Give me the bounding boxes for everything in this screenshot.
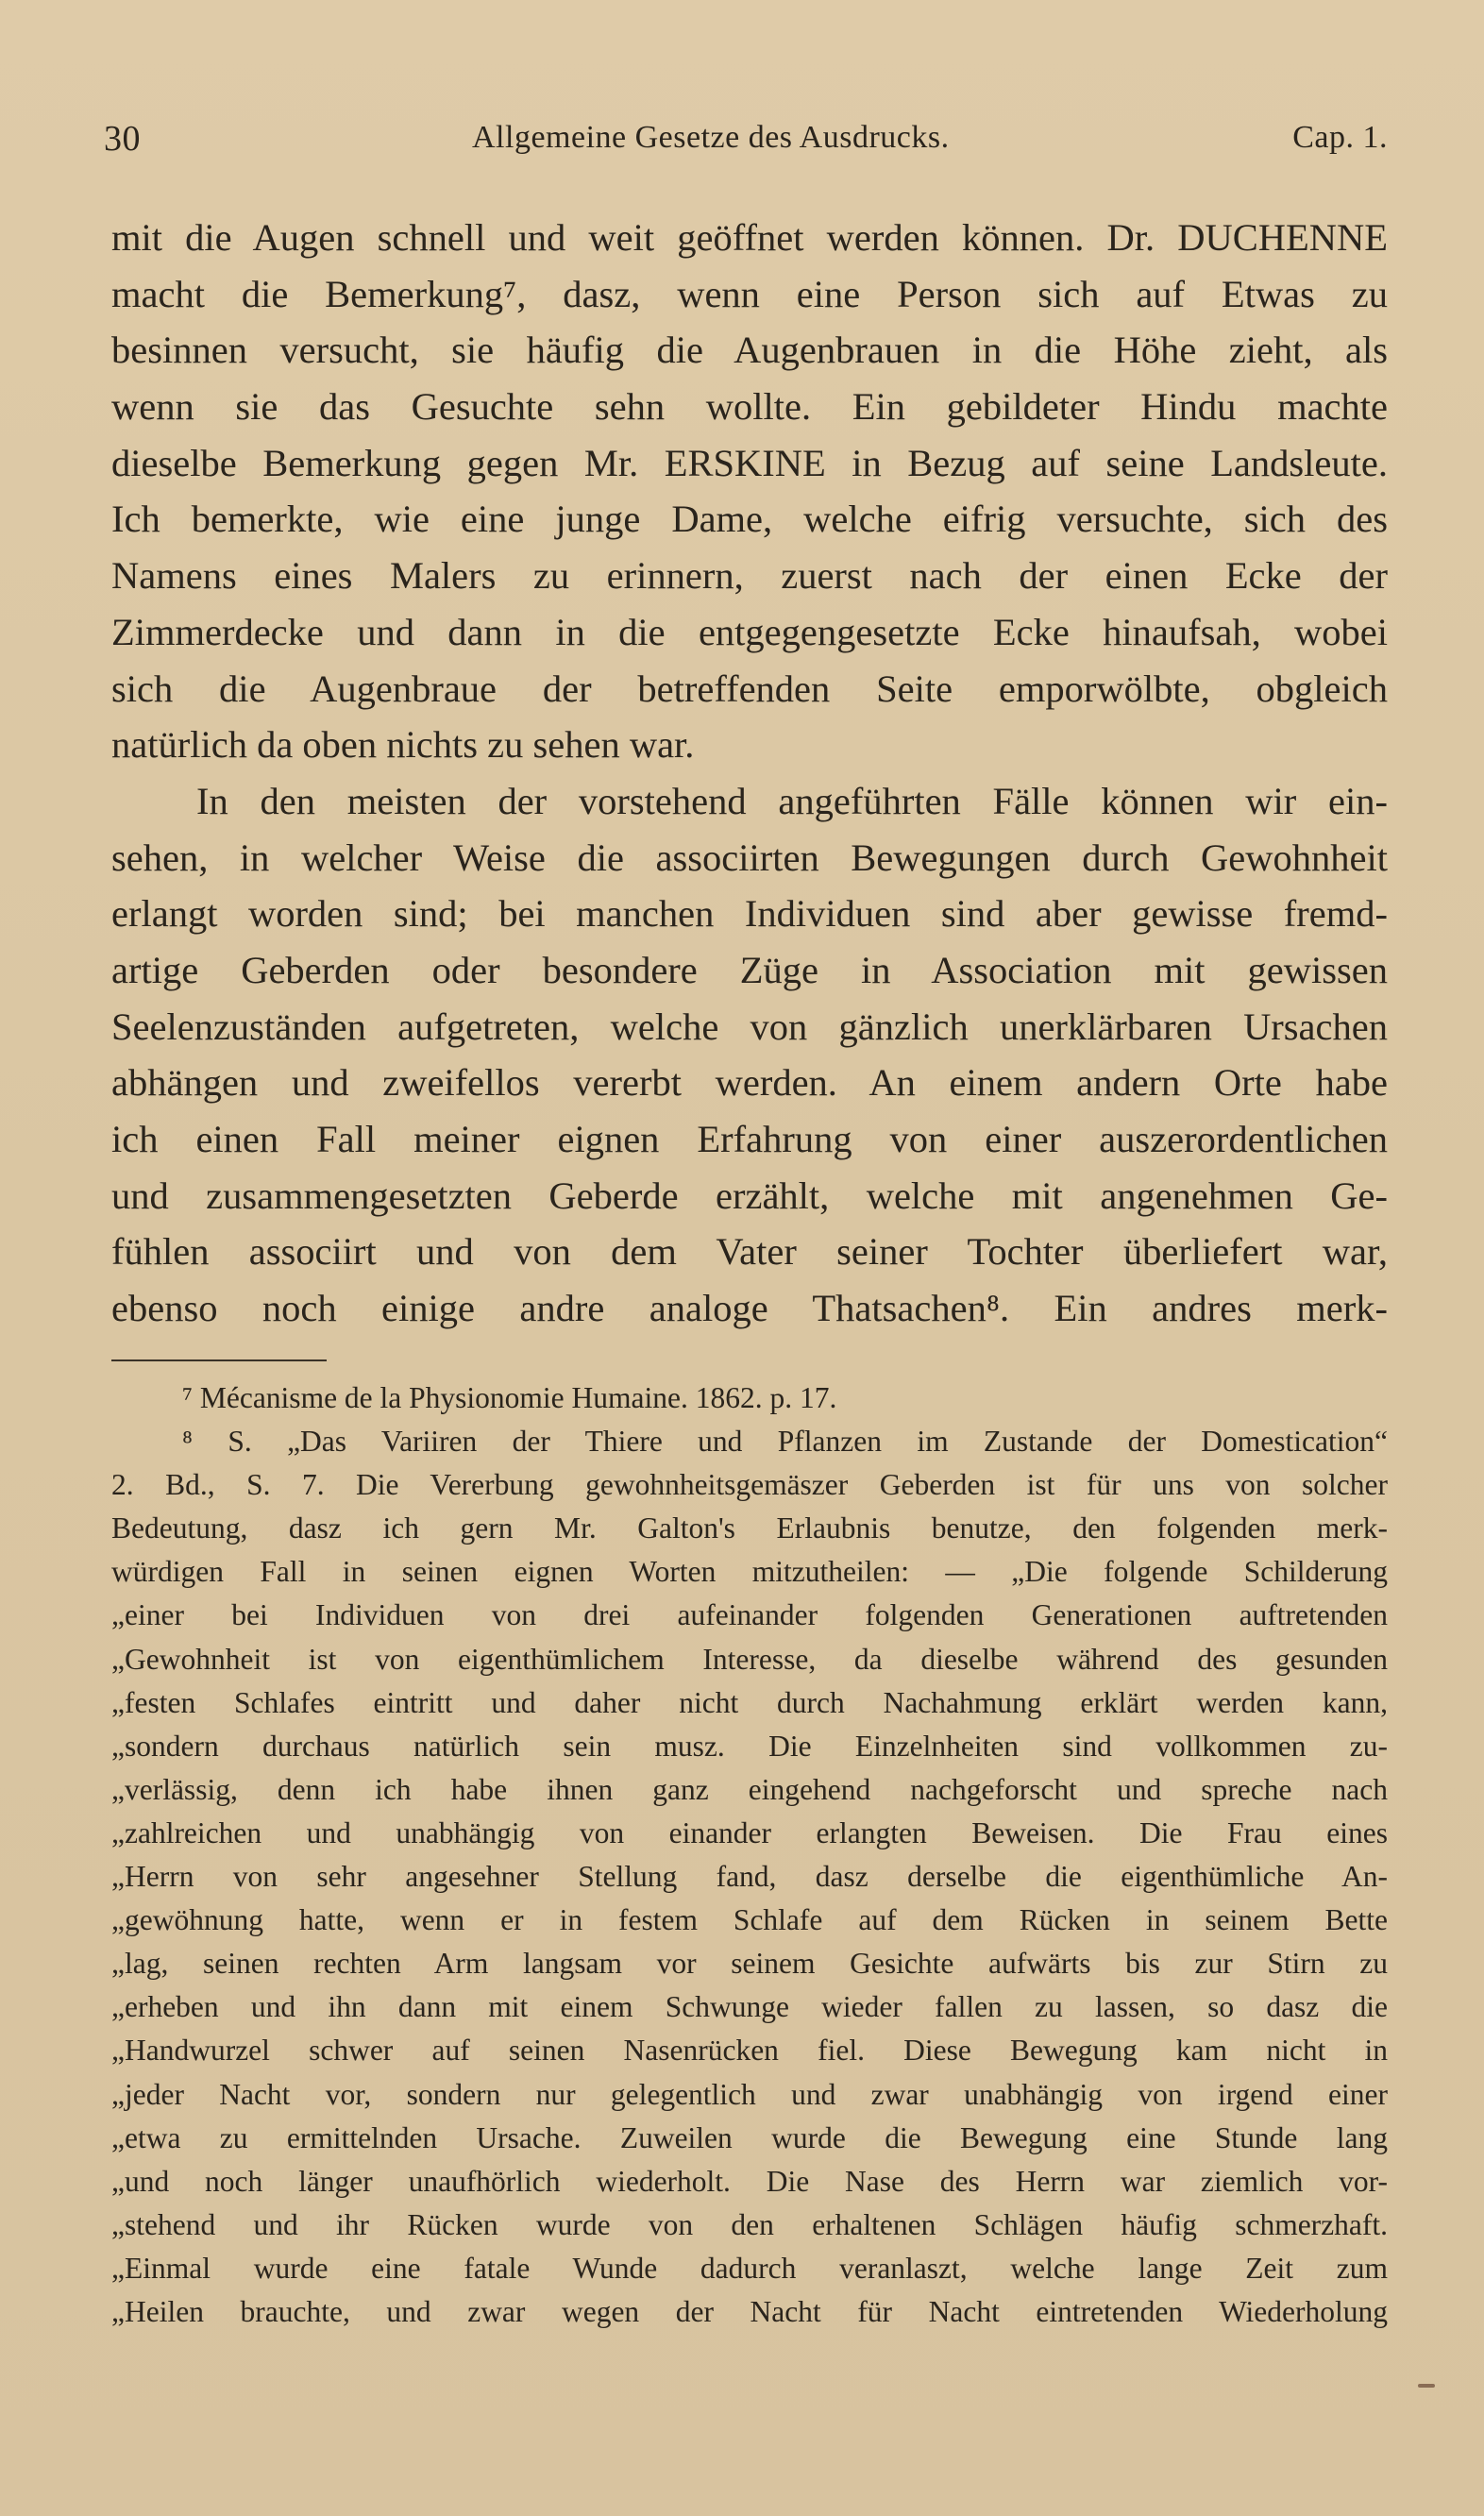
footnotes xyxy=(111,1376,1388,2334)
paragraph-start-line: In den meisten der vorstehend angeführten Fälle können wir ein- xyxy=(196,779,1388,822)
text-line: macht die Bemerkung⁷, dasz, wenn eine Person sich auf Etwas zu xyxy=(111,272,1388,315)
footnote-line: „gewöhnung hatte, wenn er in festem Schlafe auf dem Rücken in seinem Bette xyxy=(111,1903,1388,1937)
text-line: sehen, in welcher Weise die associirten Bewegungen durch Gewohnheit xyxy=(111,836,1388,879)
footnote-line: „stehend und ihr Rücken wurde von den erhaltenen Schlägen häufig schmerzhaft. xyxy=(111,2207,1388,2241)
footnote-line: Bedeutung, dasz ich gern Mr. Galton's Erlaubnis benutze, den folgenden merk- xyxy=(111,1511,1388,1545)
footnote-line: „lag, seinen rechten Arm langsam vor seinem Gesichte aufwärts bis zur Stirn zu xyxy=(111,1947,1388,1981)
text-line: erlangt worden sind; bei manchen Individuen sind aber gewisse fremd- xyxy=(111,892,1388,936)
text-line: besinnen versucht, sie häufig die Augenbrauen in die Höhe zieht, als xyxy=(111,329,1388,372)
text-line: sich die Augenbraue der betreffenden Seite emporwölbte, obgleich xyxy=(111,667,1388,710)
footnote-separator xyxy=(111,1359,327,1361)
footnote-line: 2. Bd., S. 7. Die Vererbung gewohnheitsgemäszer Geberden ist für uns von solcher xyxy=(111,1468,1388,1502)
text-line: Zimmerdecke und dann in die entgegengesetzte Ecke hinaufsah, wobei xyxy=(111,610,1388,653)
page-header xyxy=(104,118,1388,165)
text-line: ich einen Fall meiner eignen Erfahrung von einer auszerordentlichen xyxy=(111,1118,1388,1160)
running-title: Allgemeine Gesetze des Ausdrucks. xyxy=(472,120,950,155)
footnote-line: „einer bei Individuen von drei aufeinander folgenden Generationen auftretenden xyxy=(111,1598,1388,1632)
text-line: Ich bemerkte, wie eine junge Dame, welche eifrig versuchte, sich des xyxy=(111,498,1388,541)
footnote-line: „Gewohnheit ist von eigenthümlichem Interesse, da dieselbe während des gesunden xyxy=(111,1642,1388,1676)
footnote-line: „Herrn von sehr angesehner Stellung fand, dasz derselbe die eigenthümliche An- xyxy=(111,1860,1388,1894)
footnote-line: „erheben und ihn dann mit einem Schwunge wieder fallen zu lassen, so dasz die xyxy=(111,1990,1388,2024)
page-number: 30 xyxy=(104,119,141,159)
text-line: und zusammengesetzten Geberde erzählt, welche mit angenehmen Ge- xyxy=(111,1174,1388,1217)
chapter-label: Cap. 1. xyxy=(1292,120,1388,155)
paper-speck xyxy=(1418,2384,1435,2388)
footnote-line: „Heilen brauchte, und zwar wegen der Nacht für Nacht eintretenden Wiederholung xyxy=(111,2294,1388,2328)
footnote-line: „Einmal wurde eine fatale Wunde dadurch veranlaszt, welche lange Zeit zum xyxy=(111,2251,1388,2285)
footnote-line: „verlässig, denn ich habe ihnen ganz eingehend nachgeforscht und spreche nach xyxy=(111,1772,1388,1806)
footnote-line: „zahlreichen und unabhängig von einander erlangten Beweisen. Die Frau eines xyxy=(111,1815,1388,1849)
footnote-8: ⁸ S. „Das Variiren der Thiere und Pflanzen im Zustande der Domestication“ xyxy=(182,1425,1388,1459)
text-line: Namens eines Malers zu erinnern, zuerst nach der einen Ecke der xyxy=(111,554,1388,598)
text-line: Seelenzuständen aufgetreten, welche von gänzlich unerklärbaren Ursachen xyxy=(111,1005,1388,1048)
text-line: mit die Augen schnell und weit geöffnet werden können. Dr. DUCHENNE xyxy=(111,216,1388,259)
text-line: wenn sie das Gesuchte sehn wollte. Ein gebildeter Hindu machte xyxy=(111,385,1388,429)
footnote-line: „Handwurzel schwer auf seinen Nasenrücken fiel. Diese Bewegung kam nicht in xyxy=(111,2034,1388,2068)
text-line: dieselbe Bemerkung gegen Mr. ERSKINE in Bezug auf seine Landsleute. xyxy=(111,441,1388,484)
text-line: ebenso noch einige andre analoge Thatsachen⁸. Ein andres merk- xyxy=(111,1287,1388,1330)
text-line: artige Geberden oder besondere Züge in Association mit gewissen xyxy=(111,948,1388,991)
footnote-line: würdigen Fall in seinen eignen Worten mitzutheilen: — „Die folgende Schilderung xyxy=(111,1555,1388,1589)
footnote-line: „sondern durchaus natürlich sein musz. Die Einzelnheiten sind vollkommen zu- xyxy=(111,1729,1388,1763)
footnote-7: ⁷ Mécanisme de la Physionomie Humaine. 1862. p. 17. xyxy=(182,1381,837,1414)
footnote-line: „festen Schlafes eintritt und daher nicht durch Nachahmung erklärt werden kann, xyxy=(111,1685,1388,1719)
footnote-line: „etwa zu ermittelnden Ursache. Zuweilen wurde die Bewegung eine Stunde lang xyxy=(111,2120,1388,2154)
text-line: abhängen und zweifellos vererbt werden. An einem andern Orte habe xyxy=(111,1061,1388,1105)
footnote-line: „und noch länger unaufhörlich wiederholt. Die Nase des Herrn war ziemlich vor- xyxy=(111,2164,1388,2198)
main-text xyxy=(111,210,1388,1337)
footnote-line: „jeder Nacht vor, sondern nur gelegentlich und zwar unabhängig von irgend einer xyxy=(111,2077,1388,2111)
text-line: fühlen associirt und von dem Vater seiner Tochter überliefert war, xyxy=(111,1230,1388,1274)
paragraph-end-line: natürlich da oben nichts zu sehen war. xyxy=(111,723,695,767)
